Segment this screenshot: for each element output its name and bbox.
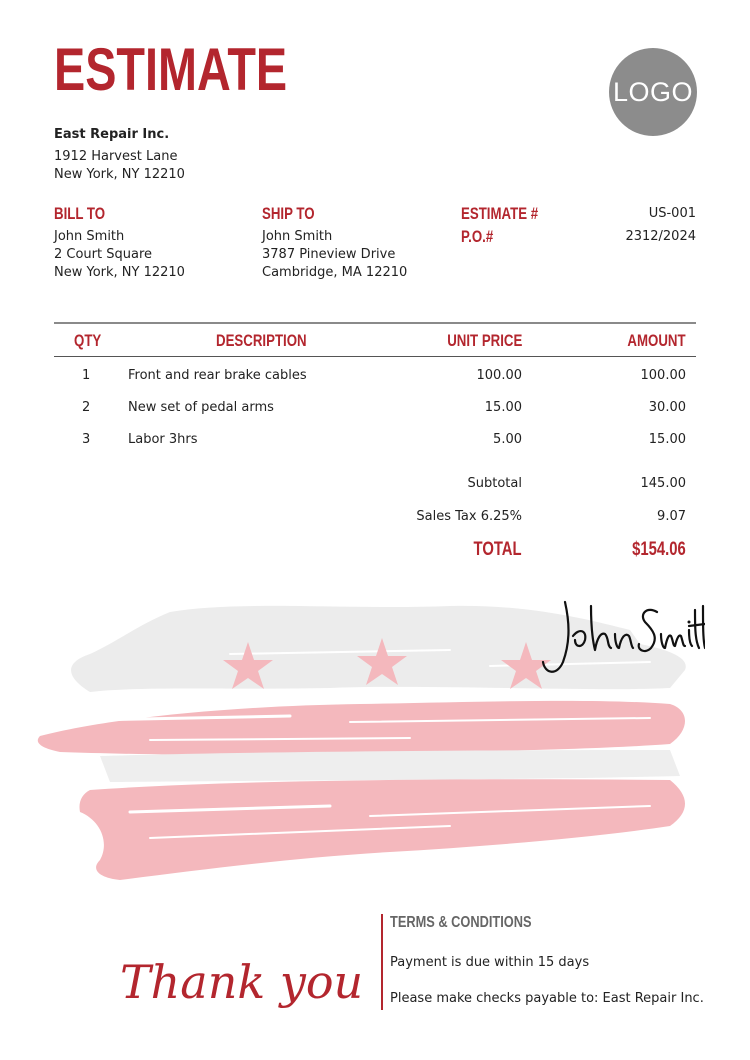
company-name: East Repair Inc. — [54, 127, 170, 142]
total-label: TOTAL — [473, 539, 522, 560]
ship-to-address-line1: 3787 Pineview Drive — [262, 247, 396, 262]
table-row-description: Labor 3hrs — [128, 432, 198, 447]
bill-to-address-line1: 2 Court Square — [54, 247, 153, 262]
bill-to-address-line2: New York, NY 12210 — [54, 265, 185, 280]
thank-you-lettering — [120, 940, 385, 1030]
ship-to-name: John Smith — [262, 229, 333, 244]
terms-divider — [381, 914, 383, 1010]
tax-label: Sales Tax 6.25% — [416, 509, 522, 524]
table-row-description: New set of pedal arms — [128, 400, 274, 415]
total-value: $154.06 — [632, 539, 686, 560]
logo-text: LOGO — [612, 76, 694, 107]
table-row-amount: 30.00 — [648, 400, 686, 415]
company-address-line1: 1912 Harvest Lane — [54, 149, 178, 164]
document-title: ESTIMATE — [54, 36, 288, 103]
terms-line-checks: Please make checks payable to: East Repair Inc. — [390, 991, 704, 1006]
table-row-qty: 3 — [82, 432, 91, 447]
bill-to-label: BILL TO — [54, 204, 106, 223]
company-logo — [609, 48, 697, 136]
table-top-rule — [54, 322, 696, 324]
estimate-number-label: ESTIMATE # — [461, 204, 539, 223]
terms-title: TERMS & CONDITIONS — [390, 914, 532, 931]
table-row-qty: 2 — [82, 400, 91, 415]
ship-to-label: SHIP TO — [262, 204, 315, 223]
terms-line-payment: Payment is due within 15 days — [390, 955, 590, 970]
thank-you-text: Thank you — [120, 955, 364, 1009]
table-row-amount: 100.00 — [640, 368, 686, 383]
table-row-unit-price: 15.00 — [484, 400, 522, 415]
po-number-label: P.O.# — [461, 227, 494, 246]
company-address-line2: New York, NY 12210 — [54, 167, 185, 182]
qty-header: QTY — [74, 331, 102, 350]
po-number-value: 2312/2024 — [625, 229, 696, 244]
ship-to-address-line2: Cambridge, MA 12210 — [262, 265, 408, 280]
description-header: DESCRIPTION — [216, 331, 307, 350]
subtotal-value: 145.00 — [640, 476, 686, 491]
table-row-unit-price: 100.00 — [476, 368, 522, 383]
bill-to-name: John Smith — [54, 229, 125, 244]
signature-image — [535, 590, 705, 685]
unit-price-header: UNIT PRICE — [446, 331, 522, 350]
table-row-description: Front and rear brake cables — [128, 368, 307, 383]
estimate-number-value: US-001 — [648, 206, 696, 221]
amount-header: AMOUNT — [627, 331, 686, 350]
tax-value: 9.07 — [657, 509, 686, 524]
subtotal-label: Subtotal — [467, 476, 522, 491]
table-row-qty: 1 — [82, 368, 91, 383]
table-row-unit-price: 5.00 — [493, 432, 522, 447]
table-header-rule — [54, 356, 696, 357]
table-row-amount: 15.00 — [648, 432, 686, 447]
